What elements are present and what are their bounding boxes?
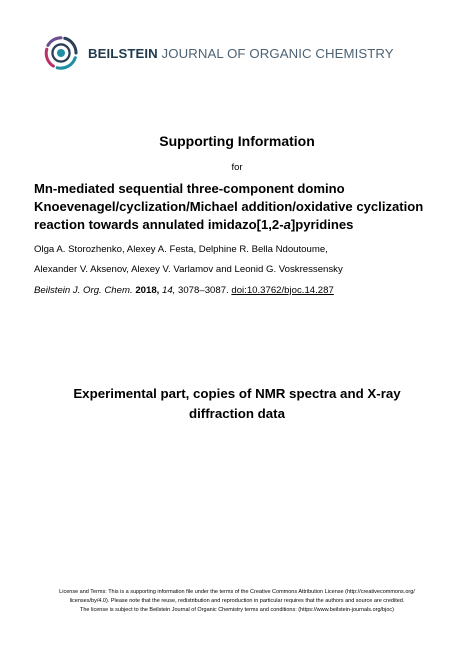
section-title xyxy=(0,384,474,424)
journal-name-strong: BEILSTEIN xyxy=(88,45,158,61)
article-title-line xyxy=(34,216,444,234)
citation-year: 2018, xyxy=(135,285,160,296)
author-list xyxy=(34,240,444,280)
author-line: Olga A. Storozhenko, Alexey A. Festa, Delphine R. Bella Ndoutoume, xyxy=(34,244,328,255)
journal-name-rest: JOURNAL OF ORGANIC CHEMISTRY xyxy=(161,45,394,61)
section-title-line: diffraction data xyxy=(188,406,286,421)
article-title-line-text: reaction towards annulated imidazo[1,2-a]pyridines xyxy=(34,217,354,232)
article-title xyxy=(34,180,444,234)
license-line: The license is subject to the Beilstein Journal of Organic Chemistry terms and conditions: (https://www.beilstein-journals.org/bjoc) xyxy=(80,607,394,613)
supporting-info-title: Supporting Information xyxy=(159,133,315,149)
journal-header xyxy=(42,34,394,72)
logo-core xyxy=(57,49,65,57)
for-label: for xyxy=(231,162,243,173)
citation-volume: 14, xyxy=(162,285,176,296)
article-title-line: Knoevenagel/cyclization/Michael addition/oxidative cyclization xyxy=(34,199,424,214)
italic-locant: a xyxy=(283,217,291,232)
citation xyxy=(34,285,444,296)
license-notice xyxy=(0,588,474,615)
license-line: License and Terms: This is a supporting information file under the terms of the Creative Commons Attribution License (http://creativecommons.org/ xyxy=(59,589,415,595)
citation-pages: 3078–3087. xyxy=(178,285,229,296)
author-line: Alexander V. Aksenov, Alexey V. Varlamov and Leonid G. Voskressensky xyxy=(34,264,343,275)
journal-name xyxy=(88,46,394,61)
license-line: licenses/by/4.0). Please note that the reuse, redistribution and reproduction in particular requires that the authors and source are credited. xyxy=(69,598,405,604)
citation-journal: Beilstein J. Org. Chem. xyxy=(34,285,133,296)
article-title-line: Mn-mediated sequential three-component domino xyxy=(34,181,345,196)
doi-link[interactable]: doi:10.3762/bjoc.14.287 xyxy=(231,285,334,296)
journal-logo-icon xyxy=(42,34,80,72)
section-title-line: Experimental part, copies of NMR spectra and X-ray xyxy=(73,386,401,401)
